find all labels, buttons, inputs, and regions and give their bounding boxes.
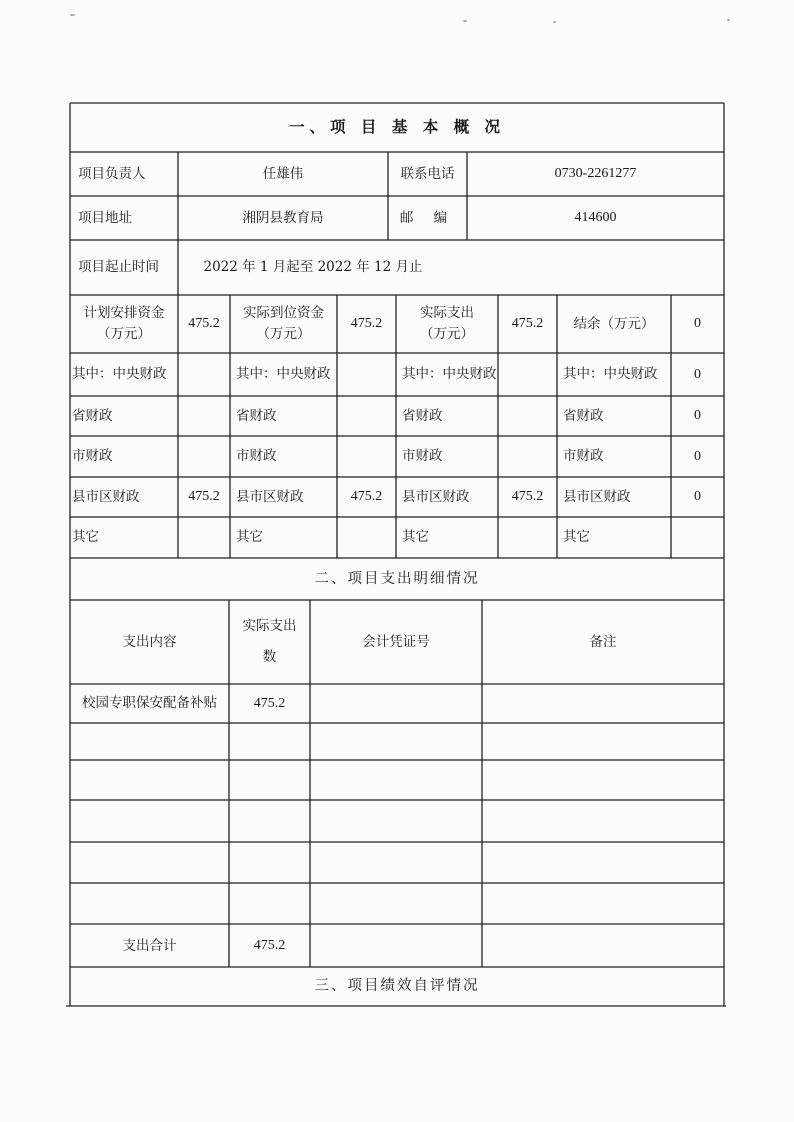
section-title-basic: 一、项 目 基 本 概 况 (289, 117, 505, 137)
fund-row-label: 市财政 (72, 448, 113, 465)
detail-row-content (70, 760, 229, 800)
detail-row-remark (482, 760, 724, 800)
fund-row-balance-label: 其中：中央财政 (563, 366, 658, 383)
detail-header-voucher: 会计凭证号 (362, 634, 430, 650)
detail-row-actual: 475.2 (253, 695, 286, 711)
detail-row-remark (482, 842, 724, 883)
fund-row-balance: 0 (694, 408, 701, 424)
detail-header-actual-line1: 实际支出 (242, 617, 297, 634)
detail-row-content (70, 842, 229, 883)
fund-row-balance: 0 (694, 448, 701, 464)
detail-header-content: 支出内容 (122, 633, 177, 650)
fund-row-spent-label: 其它 (402, 529, 429, 546)
detail-row-remark (482, 684, 724, 723)
address-value: 湘阴县教育局 (242, 209, 324, 226)
spent-funds-label-line1: 实际支出 (420, 305, 474, 322)
planned-funds-value: 475.2 (188, 316, 220, 332)
detail-row-actual (229, 723, 310, 760)
phone-value: 0730-2261277 (554, 166, 637, 182)
fund-row-balance-label: 县市区财政 (563, 488, 631, 505)
fund-row-received-label: 市财政 (236, 448, 277, 465)
period-value: 2022 年 1 月起至 2022 年 12 月止 (203, 259, 423, 276)
spent-funds-label (396, 295, 498, 353)
fund-row-received (337, 517, 396, 558)
received-funds-label-line2: （万元） (256, 326, 311, 342)
fund-row-planned: 475.2 (188, 489, 220, 505)
detail-total-value: 475.2 (253, 937, 286, 953)
detail-header-remark: 备注 (589, 633, 617, 650)
detail-row-voucher (310, 760, 482, 800)
fund-row-balance: 0 (694, 366, 701, 382)
detail-row-remark (482, 723, 724, 760)
planned-funds-label-line2: （万元） (97, 326, 151, 342)
balance-label: 结余（万元） (573, 315, 655, 332)
spent-funds-value: 475.2 (511, 316, 544, 332)
fund-row-received (337, 353, 396, 396)
fund-row-planned (178, 353, 230, 396)
detail-row-voucher (310, 800, 482, 842)
fund-row-spent-label: 县市区财政 (402, 488, 470, 505)
postcode-value: 414600 (574, 210, 617, 226)
fund-row-balance (671, 517, 724, 558)
scan-speck (70, 14, 75, 16)
balance-value: 0 (694, 316, 701, 332)
fund-row-label: 其它 (72, 529, 99, 546)
section-title-performance: 三、项目绩效自评情况 (314, 978, 480, 995)
period-label: 项目起止时间 (78, 259, 159, 276)
received-funds-label (230, 295, 337, 353)
scan-speck (553, 21, 556, 23)
detail-row-actual (229, 883, 310, 924)
planned-funds-label (70, 295, 178, 353)
detail-total-label: 支出合计 (122, 938, 177, 954)
detail-header-actual-line2: 数 (262, 649, 277, 665)
leader-value: 任雄伟 (262, 165, 304, 182)
fund-row-received-label: 县市区财政 (236, 488, 304, 505)
fund-row-received-label: 其它 (236, 529, 263, 546)
received-funds-value: 475.2 (350, 316, 383, 332)
fund-row-label: 其中：中央财政 (72, 366, 167, 383)
fund-row-balance: 0 (694, 489, 701, 505)
detail-row-actual (229, 760, 310, 800)
fund-row-spent-label: 其中：中央财政 (402, 366, 497, 383)
fund-row-received-label: 省财政 (236, 407, 277, 424)
fund-row-balance-label: 其它 (563, 529, 590, 546)
detail-row-voucher (310, 842, 482, 883)
detail-row-voucher (310, 883, 482, 924)
fund-row-planned (178, 436, 230, 477)
fund-row-spent-label: 省财政 (402, 407, 443, 424)
phone-label: 联系电话 (400, 165, 455, 182)
detail-row-actual (229, 800, 310, 842)
fund-row-spent (498, 436, 557, 477)
received-funds-label-line1: 实际到位资金 (243, 305, 324, 322)
address-label: 项目地址 (78, 209, 132, 226)
section-title-detail: 二、项目支出明细情况 (314, 570, 480, 587)
postcode-label: 邮 编 (399, 209, 456, 226)
fund-row-spent (498, 396, 557, 436)
fund-row-received (337, 396, 396, 436)
fund-row-spent-label: 市财政 (402, 448, 443, 465)
detail-row-remark (482, 800, 724, 842)
detail-row-voucher (310, 723, 482, 760)
detail-row-remark (482, 883, 724, 924)
detail-row-content (70, 800, 229, 842)
detail-row-voucher (310, 684, 482, 723)
fund-row-planned (178, 517, 230, 558)
fund-row-received-label: 其中：中央财政 (236, 366, 331, 383)
detail-row-content (70, 723, 229, 760)
fund-row-label: 省财政 (72, 407, 113, 424)
fund-row-balance-label: 市财政 (563, 448, 604, 465)
fund-row-planned (178, 396, 230, 436)
spent-funds-label-line2: （万元） (420, 326, 474, 342)
fund-row-spent (498, 517, 557, 558)
fund-row-spent: 475.2 (511, 489, 544, 505)
planned-funds-label-line1: 计划安排资金 (83, 305, 165, 322)
fund-row-spent (498, 353, 557, 396)
scan-speck (727, 19, 730, 21)
leader-label: 项目负责人 (78, 165, 146, 182)
fund-row-received (337, 436, 396, 477)
detail-header-actual (229, 600, 310, 684)
fund-row-label: 县市区财政 (72, 488, 140, 505)
fund-row-balance-label: 省财政 (563, 407, 604, 424)
fund-row-received: 475.2 (350, 489, 383, 505)
detail-row-actual (229, 842, 310, 883)
detail-row-content: 校园专职保安配备补贴 (82, 695, 217, 712)
scan-speck (463, 20, 467, 22)
detail-row-content (70, 883, 229, 924)
